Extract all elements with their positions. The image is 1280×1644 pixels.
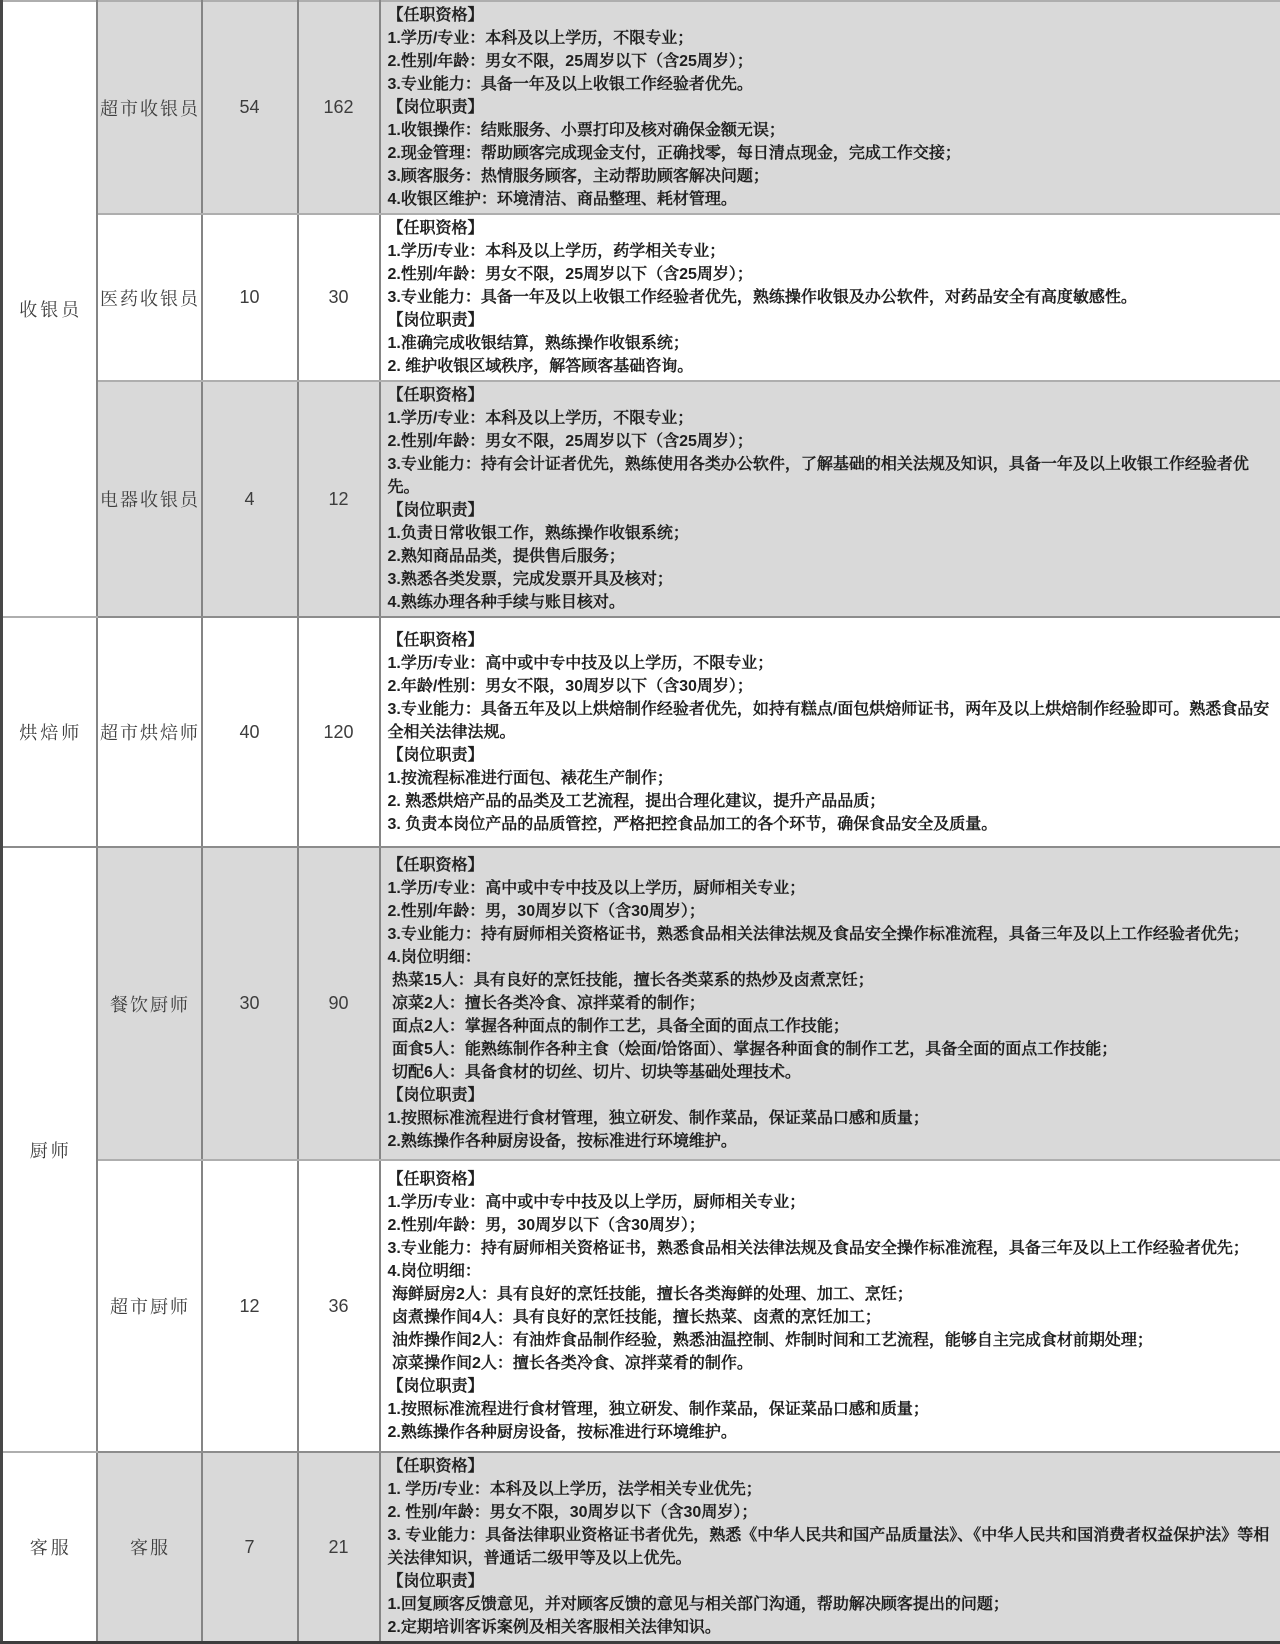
detail-line: 1.学历/专业：高中或中专中技及以上学历，不限专业；: [388, 652, 1271, 675]
job-table-body: [2, 1, 1280, 1643]
detail-line: 面食5人：能熟练制作各种主食（烩面/饸饹面）、掌握各种面食的制作工艺，具备全面的面点工作技能；: [388, 1038, 1271, 1061]
detail-line: 【任职资格】: [388, 1455, 1271, 1478]
detail-line: 【岗位职责】: [388, 1570, 1271, 1593]
num2-cell: 30: [298, 214, 380, 381]
detail-line: 【任职资格】: [388, 854, 1271, 877]
details-cell: [380, 381, 1280, 617]
detail-line: 1. 学历/专业：本科及以上学历，法学相关专业优先；: [388, 1478, 1271, 1501]
detail-line: 1.准确完成收银结算，熟练操作收银系统；: [388, 332, 1271, 355]
detail-line: 【任职资格】: [388, 217, 1271, 240]
category-cell: 烘焙师: [2, 617, 97, 847]
details-cell: [380, 617, 1280, 847]
detail-line: 3.顾客服务：热情服务顾客，主动帮助顾客解决问题；: [388, 165, 1271, 188]
detail-line: 油炸操作间2人：有油炸食品制作经验，熟悉油温控制、炸制时间和工艺流程，能够自主完成食材前期处理；: [388, 1329, 1271, 1352]
detail-line: 1.学历/专业：高中或中专中技及以上学历，厨师相关专业；: [388, 877, 1271, 900]
detail-line: 1.负责日常收银工作，熟练操作收银系统；: [388, 522, 1271, 545]
detail-line: 2.熟练操作各种厨房设备，按标准进行环境维护。: [388, 1421, 1271, 1444]
num1-cell: 12: [202, 1160, 298, 1452]
num2-cell: 12: [298, 381, 380, 617]
job-row: [2, 381, 1280, 617]
job-row: [2, 847, 1280, 1160]
detail-line: 3.专业能力：具备五年及以上烘焙制作经验者优先，如持有糕点/面包烘焙师证书，两年及以上烘焙制作经验即可。熟悉食品安全相关法律法规。: [388, 698, 1271, 744]
detail-line: 海鲜厨房2人：具有良好的烹饪技能，擅长各类海鲜的处理、加工、烹饪；: [388, 1283, 1271, 1306]
job-row: [2, 1, 1280, 214]
detail-line: 【任职资格】: [388, 384, 1271, 407]
category-cell: 客服: [2, 1452, 97, 1643]
detail-line: 【岗位职责】: [388, 744, 1271, 767]
detail-line: 【岗位职责】: [388, 309, 1271, 332]
detail-line: 2.性别/年龄：男，30周岁以下（含30周岁）；: [388, 900, 1271, 923]
detail-line: 【岗位职责】: [388, 1375, 1271, 1398]
detail-line: 【岗位职责】: [388, 96, 1271, 119]
num1-cell: 7: [202, 1452, 298, 1643]
detail-line: 1.按照标准流程进行食材管理，独立研发、制作菜品，保证菜品口感和质量；: [388, 1107, 1271, 1130]
detail-line: 热菜15人：具有良好的烹饪技能，擅长各类菜系的热炒及卤煮烹饪；: [388, 969, 1271, 992]
detail-line: 3.熟悉各类发票，完成发票开具及核对；: [388, 568, 1271, 591]
detail-line: 2. 熟悉烘焙产品的品类及工艺流程，提出合理化建议，提升产品品质；: [388, 790, 1271, 813]
num1-cell: 40: [202, 617, 298, 847]
details-cell: [380, 1160, 1280, 1452]
detail-line: 2.熟练操作各种厨房设备，按标准进行环境维护。: [388, 1130, 1271, 1153]
detail-line: 切配6人：具备食材的切丝、切片、切块等基础处理技术。: [388, 1061, 1271, 1084]
detail-line: 凉菜2人：擅长各类冷食、凉拌菜肴的制作；: [388, 992, 1271, 1015]
detail-line: 2.年龄/性别：男女不限，30周岁以下（含30周岁）；: [388, 675, 1271, 698]
detail-line: 2. 维护收银区域秩序，解答顾客基础咨询。: [388, 355, 1271, 378]
category-cell: 厨师: [2, 847, 97, 1452]
job-row: [2, 214, 1280, 381]
detail-line: 1.学历/专业：本科及以上学历，药学相关专业；: [388, 240, 1271, 263]
detail-line: 面点2人：掌握各种面点的制作工艺，具备全面的面点工作技能；: [388, 1015, 1271, 1038]
num2-cell: 36: [298, 1160, 380, 1452]
num2-cell: 90: [298, 847, 380, 1160]
position-cell: 电器收银员: [97, 381, 202, 617]
position-cell: 餐饮厨师: [97, 847, 202, 1160]
detail-line: 1.回复顾客反馈意见，并对顾客反馈的意见与相关部门沟通，帮助解决顾客提出的问题；: [388, 1593, 1271, 1616]
detail-line: 3. 负责本岗位产品的品质管控，严格把控食品加工的各个环节，确保食品安全及质量。: [388, 813, 1271, 836]
detail-line: 3. 专业能力：具备法律职业资格证书者优先，熟悉《中华人民共和国产品质量法》、《中华人民共和国消费者权益保护法》等相关法律知识，普通话二级甲等及以上优先。: [388, 1524, 1271, 1570]
detail-line: 3.专业能力：持有厨师相关资格证书，熟悉食品相关法律法规及食品安全操作标准流程，具备三年及以上工作经验者优先；: [388, 923, 1271, 946]
position-cell: 超市烘焙师: [97, 617, 202, 847]
details-cell: [380, 1, 1280, 214]
detail-line: 4.岗位明细：: [388, 946, 1271, 969]
detail-line: 2.性别/年龄：男女不限，25周岁以下（含25周岁）；: [388, 263, 1271, 286]
detail-line: 4.岗位明细：: [388, 1260, 1271, 1283]
detail-line: 【岗位职责】: [388, 499, 1271, 522]
detail-line: 2.现金管理：帮助顾客完成现金支付，正确找零，每日清点现金，完成工作交接；: [388, 142, 1271, 165]
num2-cell: 162: [298, 1, 380, 214]
detail-line: 2.熟知商品品类，提供售后服务；: [388, 545, 1271, 568]
detail-line: 1.学历/专业：本科及以上学历，不限专业；: [388, 27, 1271, 50]
detail-line: 1.按流程标准进行面包、裱花生产制作；: [388, 767, 1271, 790]
detail-line: 4.熟练办理各种手续与账目核对。: [388, 591, 1271, 614]
num1-cell: 4: [202, 381, 298, 617]
job-row: [2, 1160, 1280, 1452]
detail-line: 3.专业能力：持有会计证者优先，熟练使用各类办公软件，了解基础的相关法规及知识，具备一年及以上收银工作经验者优先。: [388, 453, 1271, 499]
detail-line: 卤煮操作间4人：具有良好的烹饪技能，擅长热菜、卤煮的烹饪加工；: [388, 1306, 1271, 1329]
detail-line: 【任职资格】: [388, 4, 1271, 27]
detail-line: 3.专业能力：具备一年及以上收银工作经验者优先。: [388, 73, 1271, 96]
detail-line: 1.学历/专业：高中或中专中技及以上学历，厨师相关专业；: [388, 1191, 1271, 1214]
detail-line: 【岗位职责】: [388, 1084, 1271, 1107]
job-row: [2, 617, 1280, 847]
detail-line: 2.定期培训客诉案例及相关客服相关法律知识。: [388, 1616, 1271, 1639]
detail-line: 【任职资格】: [388, 629, 1271, 652]
details-cell: [380, 847, 1280, 1160]
detail-line: 1.收银操作：结账服务、小票打印及核对确保金额无误；: [388, 119, 1271, 142]
detail-line: 2.性别/年龄：男女不限，25周岁以下（含25周岁）；: [388, 430, 1271, 453]
detail-line: 【任职资格】: [388, 1168, 1271, 1191]
position-cell: 超市厨师: [97, 1160, 202, 1452]
job-row: [2, 1452, 1280, 1643]
num1-cell: 10: [202, 214, 298, 381]
detail-line: 3.专业能力：具备一年及以上收银工作经验者优先，熟练操作收银及办公软件，对药品安全有高度敏感性。: [388, 286, 1271, 309]
detail-line: 4.收银区维护：环境清洁、商品整理、耗材管理。: [388, 188, 1271, 211]
detail-line: 凉菜操作间2人：擅长各类冷食、凉拌菜肴的制作。: [388, 1352, 1271, 1375]
num2-cell: 21: [298, 1452, 380, 1643]
detail-line: 1.学历/专业：本科及以上学历，不限专业；: [388, 407, 1271, 430]
position-cell: 医药收银员: [97, 214, 202, 381]
category-cell: 收银员: [2, 1, 97, 617]
details-cell: [380, 1452, 1280, 1643]
detail-line: 3.专业能力：持有厨师相关资格证书，熟悉食品相关法律法规及食品安全操作标准流程，具备三年及以上工作经验者优先；: [388, 1237, 1271, 1260]
details-cell: [380, 214, 1280, 381]
detail-line: 2.性别/年龄：男，30周岁以下（含30周岁）；: [388, 1214, 1271, 1237]
num1-cell: 30: [202, 847, 298, 1160]
detail-line: 2. 性别/年龄：男女不限，30周岁以下（含30周岁）；: [388, 1501, 1271, 1524]
num1-cell: 54: [202, 1, 298, 214]
num2-cell: 120: [298, 617, 380, 847]
position-cell: 客服: [97, 1452, 202, 1643]
detail-line: 1.按照标准流程进行食材管理，独立研发、制作菜品，保证菜品口感和质量；: [388, 1398, 1271, 1421]
position-cell: 超市收银员: [97, 1, 202, 214]
detail-line: 2.性别/年龄：男女不限，25周岁以下（含25周岁）；: [388, 50, 1271, 73]
